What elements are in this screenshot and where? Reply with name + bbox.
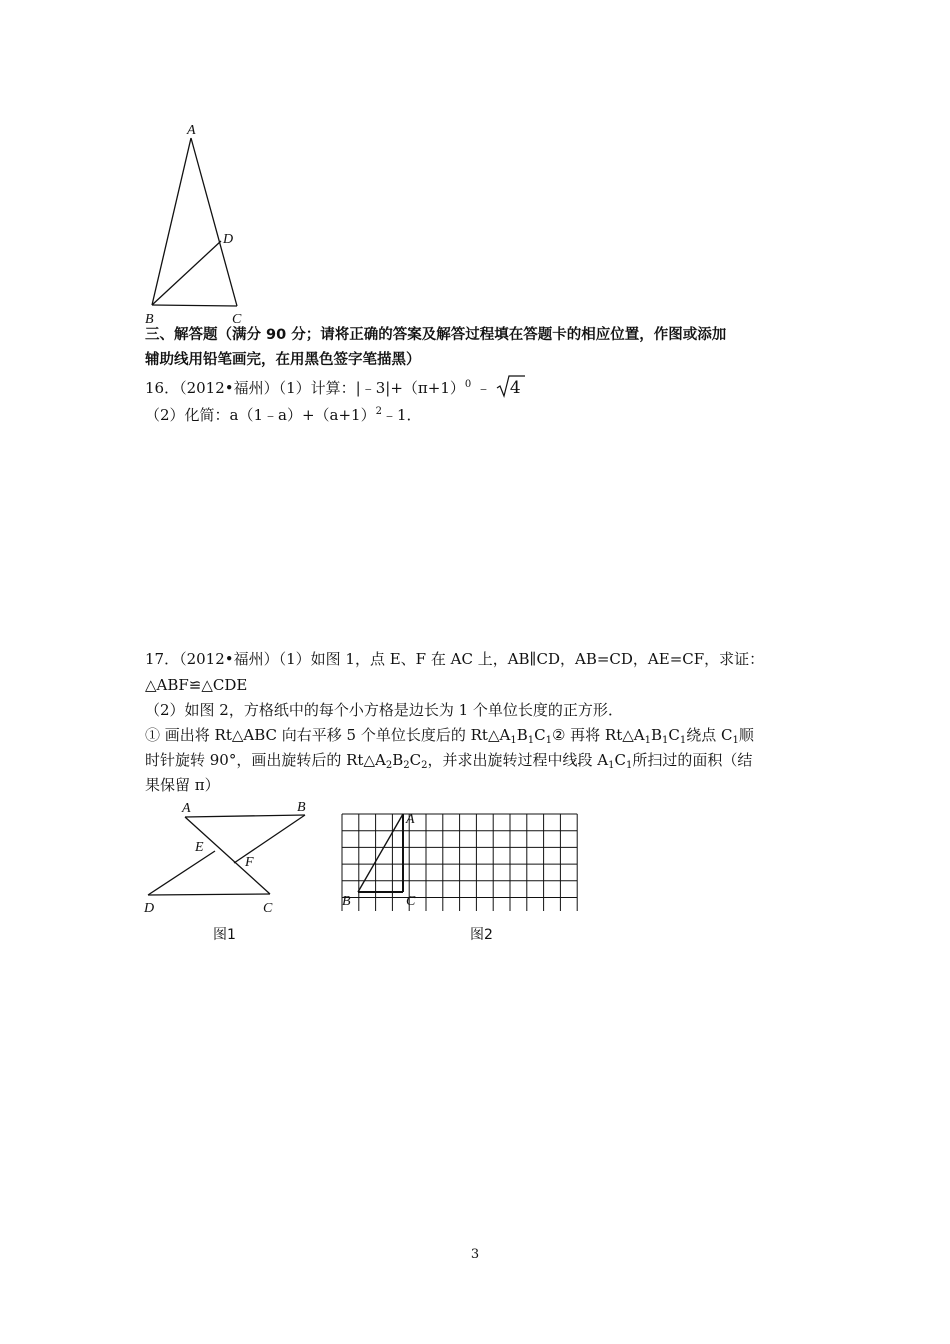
q17-line4-b: B (516, 726, 528, 744)
segment-ac (185, 817, 270, 894)
sub: 2 (421, 760, 428, 771)
q17-line6: 果保留 π） (145, 776, 220, 794)
page-number: 3 (470, 1247, 480, 1262)
q17-line4-d: ② 再将 Rt△A (551, 726, 645, 744)
sub: 1 (608, 760, 615, 771)
sub: 2 (403, 760, 410, 771)
label-c: C (232, 312, 242, 327)
q17-line5-d: ，并求出旋转过程中线段 A (427, 751, 609, 769)
q17-line4 (145, 724, 754, 752)
label-a: A (187, 123, 196, 138)
q17-line5-b: B (392, 751, 404, 769)
q17-line4-c: C (534, 726, 546, 744)
segment-ab (152, 138, 191, 305)
q17-line1: 17．（2012•福州）（1）如图 1，点 E、F 在 AC 上，AB∥CD，AB=CD，AE=CF，求证： (145, 650, 765, 668)
segment-ab (358, 814, 403, 892)
sqrt-expression (496, 377, 521, 399)
sub: 1 (732, 735, 739, 746)
section3-heading-line2: 辅助线用铅笔画完，在用黑色签字笔描黑） (145, 352, 421, 368)
triangle-figure (140, 120, 250, 330)
sub: 1 (662, 735, 669, 746)
q16-part2-tail: ﹣1． (381, 406, 422, 424)
segment-bd (152, 241, 221, 305)
q17-line2: △ABF≌△CDE (145, 676, 248, 694)
grid (342, 814, 577, 911)
q16-part1 (145, 374, 521, 399)
sub: 1 (527, 735, 535, 746)
label-c: C (406, 894, 416, 909)
segment-ab (185, 815, 305, 817)
q16-number: 16． (145, 379, 180, 397)
q17-line3: （2）如图 2，方格纸中的每个小方格是边长为 1 个单位长度的正方形． (145, 701, 623, 719)
sub: 1 (625, 760, 633, 771)
q16-source: （2012•福州） (179, 379, 279, 397)
q17-line4-a: ① 画出将 Rt△ABC 向右平移 5 个单位长度后的 Rt△A (145, 726, 511, 744)
sub: 1 (679, 735, 687, 746)
q17-line4-g: 绕点 C (686, 726, 733, 744)
q17-line5-e: C (614, 751, 626, 769)
label-b: B (145, 312, 154, 327)
q16-part2-text: （2）化简：a（1﹣a）+（a+1） (145, 406, 376, 424)
q16-part2 (145, 401, 422, 426)
q17-line4-f: C (668, 726, 680, 744)
q16-part1-exponent: 0 (464, 379, 472, 390)
q17-line4-h: 顺 (738, 726, 754, 744)
figure1 (140, 798, 320, 918)
label-d: D (144, 901, 155, 916)
q16-part1-tail: ﹣ (476, 379, 492, 397)
q17-line5-f: 所扫过的面积（结 (632, 751, 753, 769)
sqrt-argument: 4 (509, 378, 521, 398)
q17-line5 (145, 749, 752, 777)
figure1-caption: 图1 (213, 927, 236, 943)
label-b: B (297, 800, 306, 815)
segment-dc (148, 894, 270, 895)
sub: 1 (510, 735, 517, 746)
q17-line5-c: C (409, 751, 422, 769)
sqrt-icon (496, 374, 526, 398)
label-b: B (342, 894, 351, 909)
label-f: F (245, 855, 254, 870)
segment-ac (191, 138, 237, 306)
figure2-caption: 图2 (470, 927, 493, 943)
section3-heading-line1: 三、解答题（满分 90 分；请将正确的答案及解答过程填在答题卡的相应位置，作图或添加 (145, 327, 727, 343)
figure2 (338, 806, 583, 911)
q16-part1-text: （1）计算：|﹣3|+（π+1） (278, 379, 465, 397)
segment-de (148, 851, 215, 895)
sub: 1 (545, 735, 552, 746)
label-c: C (263, 901, 273, 916)
q17-line4-e: B (651, 726, 663, 744)
segment-bc (152, 305, 237, 306)
label-a: A (182, 801, 191, 816)
label-d: D (223, 232, 234, 247)
q16-part2-exponent: 2 (375, 406, 382, 417)
sub: 1 (644, 735, 652, 746)
q17-line5-a: 时针旋转 90°，画出旋转后的 Rt△A (145, 751, 386, 769)
label-e: E (195, 840, 204, 855)
label-a: A (406, 812, 415, 827)
sub: 2 (385, 760, 393, 771)
